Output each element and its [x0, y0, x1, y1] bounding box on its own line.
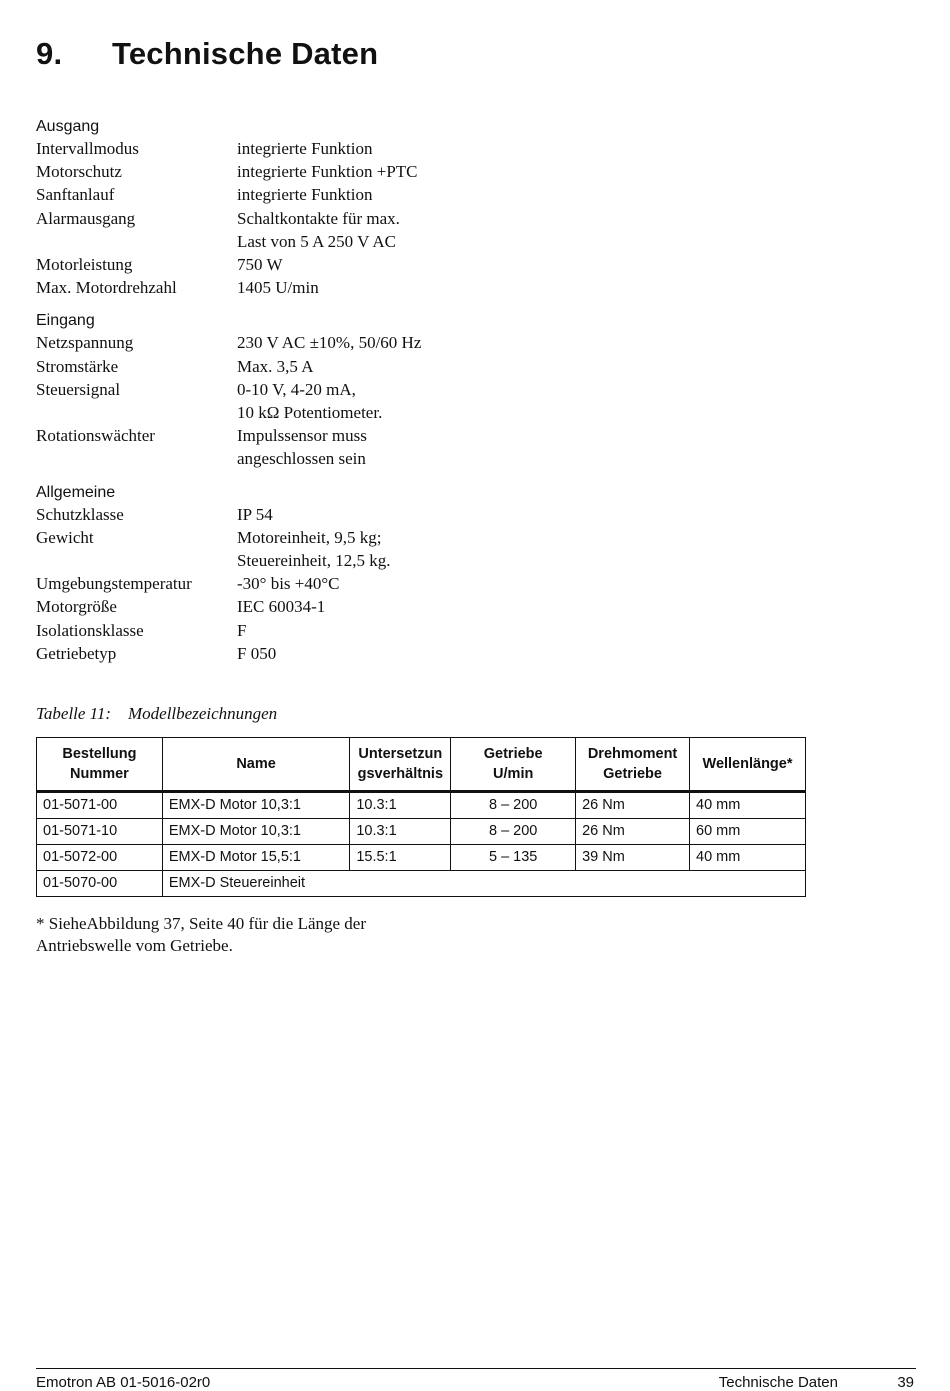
spec-value	[237, 137, 596, 160]
spec-value-line: integrierte Funktion	[237, 139, 373, 158]
spec-label: Getriebetyp	[36, 643, 117, 663]
spec-label: Motorleistung	[36, 255, 133, 275]
table-cell: 39 Nm	[576, 845, 690, 871]
spec-value	[237, 355, 596, 378]
spec-value	[237, 276, 596, 299]
table-caption-title: Modellbezeichnungen	[128, 704, 278, 723]
footer-section-title: Technische Daten	[718, 1374, 838, 1391]
table-cell: 10.3:1	[350, 819, 451, 845]
footnote-line: Antriebswelle vom Getriebe.	[36, 936, 233, 955]
spec-value-line: integrierte Funktion	[237, 185, 373, 205]
table-cell: 40 mm	[690, 792, 806, 819]
spec-value-line: 230 V AC ±10%, 50/60 Hz	[237, 333, 422, 353]
table-cell: 26 Nm	[576, 792, 690, 819]
spec-value-line: 0-10 V, 4-20 mA,	[237, 379, 356, 399]
spec-value-line: IP 54	[237, 504, 273, 524]
page-number: 39	[897, 1374, 914, 1391]
table-cell: 8 – 200	[451, 792, 576, 819]
spec-label: Gewicht	[36, 527, 94, 547]
spec-value-line: 1405 U/min	[237, 278, 319, 298]
table-caption-number: Tabelle 11:	[36, 704, 112, 723]
column-header	[162, 738, 350, 792]
table-header-row	[37, 738, 806, 792]
model-table	[36, 737, 806, 897]
spec-value	[237, 207, 596, 253]
section-title: Allgemeine	[36, 483, 116, 501]
spec-row	[36, 378, 596, 424]
spec-row	[36, 572, 596, 595]
spec-row	[36, 503, 596, 526]
spec-value	[237, 183, 596, 206]
column-header	[576, 738, 690, 792]
spec-value	[237, 503, 596, 526]
spec-label: Rotationswächter	[36, 426, 155, 446]
column-header	[37, 738, 163, 792]
spec-label: Netzspannung	[36, 333, 134, 353]
spec-label: Sanftanlauf	[36, 185, 115, 205]
spec-row	[36, 137, 596, 160]
table-row	[37, 845, 806, 871]
spec-row	[36, 424, 596, 470]
spec-label: Intervallmodus	[36, 139, 139, 158]
spec-value	[237, 424, 596, 470]
column-header-line: gsverhältnis	[357, 766, 444, 782]
spec-row	[36, 355, 596, 378]
table-cell: 01-5070-00	[37, 871, 163, 897]
spec-row	[36, 595, 596, 618]
spec-label: Schutzklasse	[36, 504, 124, 524]
spec-value-line: Steuereinheit, 12,5 kg.	[237, 551, 391, 571]
column-header-line: Wellenlänge*	[702, 756, 793, 772]
spec-value-line: Schaltkontakte für max.	[237, 208, 400, 228]
spec-row	[36, 526, 596, 572]
chapter-number: 9.	[36, 36, 63, 71]
spec-value-line: F	[237, 620, 247, 640]
table-row	[37, 792, 806, 819]
table-cell: 01-5071-10	[37, 819, 163, 845]
footer-rule	[36, 1368, 916, 1369]
spec-value	[237, 331, 596, 354]
spec-value	[237, 572, 596, 595]
spec-value	[237, 619, 596, 642]
table-cell: 60 mm	[690, 819, 806, 845]
table-cell: 15.5:1	[350, 845, 451, 871]
spec-label: Stromstärke	[36, 356, 119, 376]
table-cell: 40 mm	[690, 845, 806, 871]
spec-value	[237, 526, 596, 572]
footnote-line: * SieheAbbildung 37, Seite 40 für die Länge der	[36, 914, 367, 933]
table-cell: EMX-D Motor 15,5:1	[162, 845, 350, 871]
spec-value-line: Motoreinheit, 9,5 kg;	[237, 527, 382, 547]
table-cell: EMX-D Motor 10,3:1	[162, 792, 350, 819]
spec-value-line: angeschlossen sein	[237, 449, 366, 469]
spec-value-line: 750 W	[237, 255, 283, 275]
spec-value	[237, 642, 596, 665]
spec-value-line: IEC 60034-1	[237, 597, 326, 617]
table-caption	[36, 704, 277, 724]
spec-label: Motorgröße	[36, 597, 117, 617]
spec-label: Isolationsklasse	[36, 620, 144, 640]
table-footnote	[36, 913, 456, 957]
column-header	[350, 738, 451, 792]
spec-value-line: 10 kΩ Potentiometer.	[237, 403, 383, 423]
column-header-line: Untersetzun	[358, 746, 443, 762]
spec-value	[237, 378, 596, 424]
spec-row	[36, 642, 596, 665]
spec-value-line: F 050	[237, 643, 277, 663]
spec-row	[36, 331, 596, 354]
chapter-title: Technische Daten	[112, 36, 379, 71]
specifications	[36, 113, 596, 665]
spec-row	[36, 276, 596, 299]
column-header-line: Getriebe	[483, 746, 543, 762]
spec-row	[36, 619, 596, 642]
spec-value	[237, 595, 596, 618]
section-title: Ausgang	[36, 118, 100, 135]
spec-value-line: Last von 5 A 250 V AC	[237, 231, 397, 251]
column-header-line: U/min	[493, 766, 534, 782]
table-cell: EMX-D Steuereinheit	[162, 871, 805, 897]
spec-label: Max. Motordrehzahl	[36, 278, 177, 298]
footer-document-id: Emotron AB 01-5016-02r0	[36, 1374, 211, 1391]
spec-value	[237, 160, 596, 183]
table-cell: 5 – 135	[451, 845, 576, 871]
spec-label: Motorschutz	[36, 162, 122, 182]
column-header	[451, 738, 576, 792]
spec-row	[36, 183, 596, 206]
table-row	[37, 871, 806, 897]
column-header-line: Bestellung	[62, 746, 137, 762]
table-cell: 01-5071-00	[37, 792, 163, 819]
spec-value-line: Impulssensor muss	[237, 426, 367, 446]
column-header-line: Name	[236, 756, 276, 772]
spec-value-line: Max. 3,5 A	[237, 356, 314, 376]
spec-row	[36, 207, 596, 253]
column-header-line: Getriebe	[603, 766, 662, 782]
table-cell: EMX-D Motor 10,3:1	[162, 819, 350, 845]
spec-label: Alarmausgang	[36, 208, 136, 228]
chapter-heading	[36, 36, 378, 72]
table-cell: 10.3:1	[350, 792, 451, 819]
spec-row	[36, 253, 596, 276]
column-header-line: Drehmoment	[587, 746, 678, 762]
spec-row	[36, 160, 596, 183]
spec-label: Umgebungstemperatur	[36, 574, 192, 594]
table-cell: 26 Nm	[576, 819, 690, 845]
column-header	[690, 738, 806, 792]
section-title: Eingang	[36, 312, 95, 330]
table-row	[37, 819, 806, 845]
spec-label: Steuersignal	[36, 379, 121, 399]
spec-value-line: integrierte Funktion +PTC	[237, 162, 418, 182]
table-cell: 8 – 200	[451, 819, 576, 845]
column-header-line: Nummer	[70, 766, 129, 782]
table-cell: 01-5072-00	[37, 845, 163, 871]
spec-value-line: -30° bis +40°C	[237, 574, 340, 594]
spec-value	[237, 253, 596, 276]
